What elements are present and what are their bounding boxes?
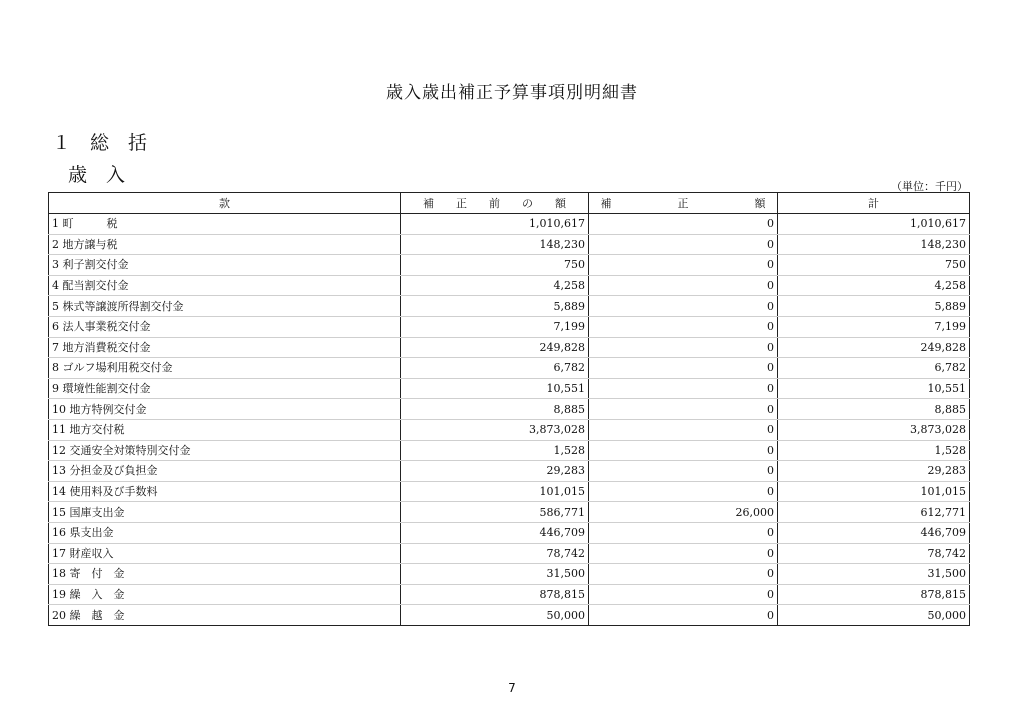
table-row bbox=[49, 584, 970, 605]
row-correction-amount: 0 bbox=[589, 543, 778, 564]
row-before-amount: 8,885 bbox=[401, 399, 589, 420]
row-before-amount: 29,283 bbox=[401, 461, 589, 482]
row-label: 7 地方消費税交付金 bbox=[49, 337, 401, 358]
table-row bbox=[49, 419, 970, 440]
table-row bbox=[49, 522, 970, 543]
row-total: 878,815 bbox=[778, 584, 970, 605]
row-correction-amount: 0 bbox=[589, 275, 778, 296]
row-before-amount: 50,000 bbox=[401, 605, 589, 626]
row-before-amount: 148,230 bbox=[401, 234, 589, 255]
row-before-amount: 6,782 bbox=[401, 358, 589, 379]
row-total: 6,782 bbox=[778, 358, 970, 379]
row-correction-amount: 0 bbox=[589, 461, 778, 482]
row-total: 1,528 bbox=[778, 440, 970, 461]
row-total: 31,500 bbox=[778, 564, 970, 585]
row-before-amount: 31,500 bbox=[401, 564, 589, 585]
row-total: 78,742 bbox=[778, 543, 970, 564]
row-label: 1 町 税 bbox=[49, 214, 401, 235]
row-correction-amount: 0 bbox=[589, 522, 778, 543]
row-total: 8,885 bbox=[778, 399, 970, 420]
row-before-amount: 10,551 bbox=[401, 378, 589, 399]
unit-note: （単位：千円） bbox=[891, 180, 968, 193]
row-total: 4,258 bbox=[778, 275, 970, 296]
table-row bbox=[49, 358, 970, 379]
row-total: 101,015 bbox=[778, 481, 970, 502]
row-label: 2 地方譲与税 bbox=[49, 234, 401, 255]
table-row bbox=[49, 378, 970, 399]
row-before-amount: 5,889 bbox=[401, 296, 589, 317]
row-before-amount: 101,015 bbox=[401, 481, 589, 502]
table-row bbox=[49, 481, 970, 502]
row-correction-amount: 0 bbox=[589, 605, 778, 626]
row-before-amount: 878,815 bbox=[401, 584, 589, 605]
row-correction-amount: 0 bbox=[589, 234, 778, 255]
row-total: 750 bbox=[778, 255, 970, 276]
row-correction-amount: 0 bbox=[589, 584, 778, 605]
row-correction-amount: 0 bbox=[589, 378, 778, 399]
row-label: 3 利子割交付金 bbox=[49, 255, 401, 276]
row-total: 5,889 bbox=[778, 296, 970, 317]
row-label: 10 地方特例交付金 bbox=[49, 399, 401, 420]
row-correction-amount: 26,000 bbox=[589, 502, 778, 523]
row-correction-amount: 0 bbox=[589, 481, 778, 502]
table-row bbox=[49, 296, 970, 317]
row-label: 15 国庫支出金 bbox=[49, 502, 401, 523]
row-total: 3,873,028 bbox=[778, 419, 970, 440]
row-correction-amount: 0 bbox=[589, 564, 778, 585]
row-correction-amount: 0 bbox=[589, 337, 778, 358]
row-label: 14 使用料及び手数料 bbox=[49, 481, 401, 502]
row-label: 16 県支出金 bbox=[49, 522, 401, 543]
row-before-amount: 586,771 bbox=[401, 502, 589, 523]
header-item: 款 bbox=[49, 193, 401, 214]
row-label: 11 地方交付税 bbox=[49, 419, 401, 440]
row-correction-amount: 0 bbox=[589, 255, 778, 276]
row-before-amount: 750 bbox=[401, 255, 589, 276]
row-label: 19 繰 入 金 bbox=[49, 584, 401, 605]
row-total: 446,709 bbox=[778, 522, 970, 543]
table-row bbox=[49, 564, 970, 585]
table-row bbox=[49, 316, 970, 337]
row-before-amount: 7,199 bbox=[401, 316, 589, 337]
table-row bbox=[49, 234, 970, 255]
page-number: 7 bbox=[508, 681, 516, 695]
row-correction-amount: 0 bbox=[589, 440, 778, 461]
table-row bbox=[49, 605, 970, 626]
row-correction-amount: 0 bbox=[589, 316, 778, 337]
row-total: 612,771 bbox=[778, 502, 970, 523]
row-correction-amount: 0 bbox=[589, 214, 778, 235]
table-row bbox=[49, 440, 970, 461]
row-total: 7,199 bbox=[778, 316, 970, 337]
row-total: 249,828 bbox=[778, 337, 970, 358]
revenue-table bbox=[48, 192, 970, 626]
header-before-amount: 補 正 前 の 額 bbox=[401, 193, 589, 214]
row-label: 5 株式等譲渡所得割交付金 bbox=[49, 296, 401, 317]
table-row bbox=[49, 461, 970, 482]
row-correction-amount: 0 bbox=[589, 399, 778, 420]
row-correction-amount: 0 bbox=[589, 419, 778, 440]
row-correction-amount: 0 bbox=[589, 358, 778, 379]
row-label: 4 配当割交付金 bbox=[49, 275, 401, 296]
row-before-amount: 3,873,028 bbox=[401, 419, 589, 440]
header-correction-amount: 補 正 額 bbox=[589, 193, 778, 214]
row-total: 29,283 bbox=[778, 461, 970, 482]
row-before-amount: 249,828 bbox=[401, 337, 589, 358]
row-total: 1,010,617 bbox=[778, 214, 970, 235]
table-row bbox=[49, 255, 970, 276]
row-before-amount: 1,528 bbox=[401, 440, 589, 461]
row-label: 6 法人事業税交付金 bbox=[49, 316, 401, 337]
row-before-amount: 4,258 bbox=[401, 275, 589, 296]
row-label: 20 繰 越 金 bbox=[49, 605, 401, 626]
table-row bbox=[49, 399, 970, 420]
section-heading: １ 総 括 bbox=[52, 132, 148, 154]
row-before-amount: 1,010,617 bbox=[401, 214, 589, 235]
revenue-heading: 歳 入 bbox=[68, 164, 126, 186]
table-row bbox=[49, 543, 970, 564]
row-before-amount: 78,742 bbox=[401, 543, 589, 564]
document-title: 歳入歳出補正予算事項別明細書 bbox=[386, 83, 638, 103]
table-row bbox=[49, 337, 970, 358]
row-label: 9 環境性能割交付金 bbox=[49, 378, 401, 399]
row-label: 18 寄 付 金 bbox=[49, 564, 401, 585]
table-row bbox=[49, 275, 970, 296]
row-total: 10,551 bbox=[778, 378, 970, 399]
row-label: 12 交通安全対策特別交付金 bbox=[49, 440, 401, 461]
row-label: 17 財産収入 bbox=[49, 543, 401, 564]
table-row bbox=[49, 214, 970, 235]
table-header-row bbox=[49, 193, 970, 214]
header-total: 計 bbox=[778, 193, 970, 214]
row-correction-amount: 0 bbox=[589, 296, 778, 317]
table-row bbox=[49, 502, 970, 523]
row-before-amount: 446,709 bbox=[401, 522, 589, 543]
row-total: 50,000 bbox=[778, 605, 970, 626]
row-label: 13 分担金及び負担金 bbox=[49, 461, 401, 482]
row-label: 8 ゴルフ場利用税交付金 bbox=[49, 358, 401, 379]
row-total: 148,230 bbox=[778, 234, 970, 255]
table-body bbox=[49, 214, 970, 626]
